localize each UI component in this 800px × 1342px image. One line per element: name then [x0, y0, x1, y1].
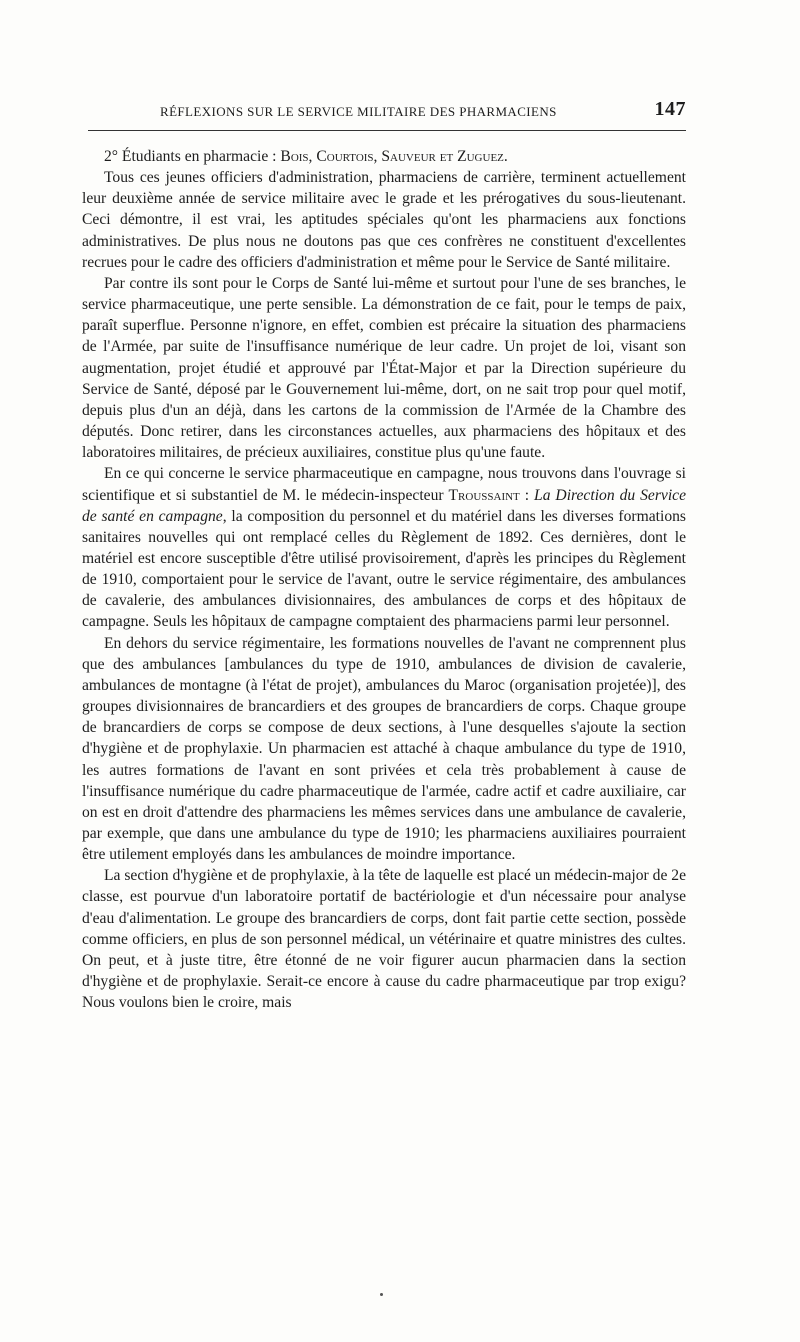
paragraph: En dehors du service régimentaire, les formations nouvelles de l'avant ne comprennent plus que des ambulances [ambulances du type de 1910, ambulances de division de cavalerie, ambulances de montagne (à l'état de projet), ambulances du Maroc (organisation projetée)], des groupes divisionnaires de brancardiers et des groupes de brancardiers de corps. Chaque groupe de brancardiers de corps se compose de deux sections, à l'une desquelles s'ajoute la section d'hygiène et de prophylaxie. Un pharmacien est attaché à chaque ambulance du type de 1910, les autres formations de l'avant en sont privées et cela très probablement à cause de l'insuffisance numérique du cadre pharmaceutique de l'armée, cadre actif et cadre auxiliaire, car on est en droit d'attendre des pharmaciens les mêmes services dans une ambulance de cavalerie, par exemple, que dans une ambulance du type de 1910; les pharmaciens auxiliaires pourraient être utilement employés dans les ambulances de moindre importance. [82, 634, 686, 864]
running-title: RÉFLEXIONS SUR LE SERVICE MILITAIRE DES PHARMACIENS [160, 104, 557, 119]
text-run: : [519, 486, 535, 504]
author-name: Troussaint [448, 486, 520, 504]
text-run: , la composition du personnel et du matériel dans les diverses formations sanitaires nouvelles qui ont remplacé celles du Règlement de 1892. Ces dernières, dont le matériel est encore susceptible d'être utilisé provisoirement, d'après les principes du Règlement de 1910, comportaient pour le service de l'avant, outre le service régimentaire, des ambulances de cavalerie, des ambulances divisionnaires, des ambulances de corps et des hôpitaux de campagne. Seuls les hôpitaux de campagne comptaient des pharmaciens parmi leur personnel. [82, 507, 686, 631]
book-title: La Direction du Service de santé en campagne [82, 486, 686, 525]
students-lead: 2° Étudiants en pharmacie : [104, 148, 281, 165]
page-number: 147 [654, 98, 686, 120]
student-names: Bois, Courtois, Sauveur et Zuguez [280, 148, 504, 165]
ink-speck [380, 1293, 383, 1296]
paragraph: Par contre ils sont pour le Corps de Santé lui-même et surtout pour l'une de ses branches, le service pharmaceutique, une perte sensible. La démonstration de ce fait, pour le temps de paix, paraît superflue. Personne n'ignore, en effet, combien est précaire la situation des pharmaciens de l'Armée, par suite de l'insuffisance numérique de leur cadre. Un projet de loi, visant son augmentation, projet étudié et approuvé par l'État-Major et par la Direction supérieure du Service de Santé, déposé par le Gouvernement lui-même, dort, on ne sait trop pour quel motif, depuis plus d'un an déjà, dans les cartons de la commission de l'Armée de la Chambre des députés. Donc retirer, dans les circonstances actuelles, aux pharmaciens des hôpitaux et des laboratoires militaires, de précieux auxiliaires, constitue plus qu'une faute. [82, 274, 686, 462]
running-head [88, 98, 686, 124]
paragraph: La section d'hygiène et de prophylaxie, à la tête de laquelle est placé un médecin-major de 2e classe, est pourvue d'un laboratoire portatif de bactériologie et d'un nécessaire pour analyse d'eau d'alimentation. Le groupe des brancardiers de corps, dont fait partie cette section, possède comme officiers, en plus de son personnel médical, un vétérinaire et quatre ministres des cultes. On peut, et à juste titre, être étonné de ne voir figurer aucun pharmacien dans la section d'hygiène et de prophylaxie. Serait-ce encore à cause du cadre pharmaceutique par trop exigu? Nous voulons bien le croire, mais [82, 867, 686, 1012]
paragraph-campaign [82, 463, 686, 632]
paragraph-students [82, 146, 686, 167]
header-rule [88, 130, 686, 131]
body-text [82, 146, 686, 1013]
paragraph: Tous ces jeunes officiers d'administration, pharmaciens de carrière, terminent actuellement leur deuxième année de service militaire avec le grade et les prérogatives du sous-lieutenant. Ceci démontre, il est vrai, les aptitudes spéciales qu'ont les pharmaciens aux fonctions administratives. De plus nous ne doutons pas que ces confrères ne constituent d'excellentes recrues pour le cadre des officiers d'administration et même pour le Service de Santé militaire. [82, 169, 686, 271]
students-end: . [503, 148, 508, 165]
text-run: En ce qui concerne le service pharmaceutique en campagne, nous trouvons dans l'ouvrage si scientifique et si substantiel de M. le médecin-inspecteur [82, 465, 686, 504]
